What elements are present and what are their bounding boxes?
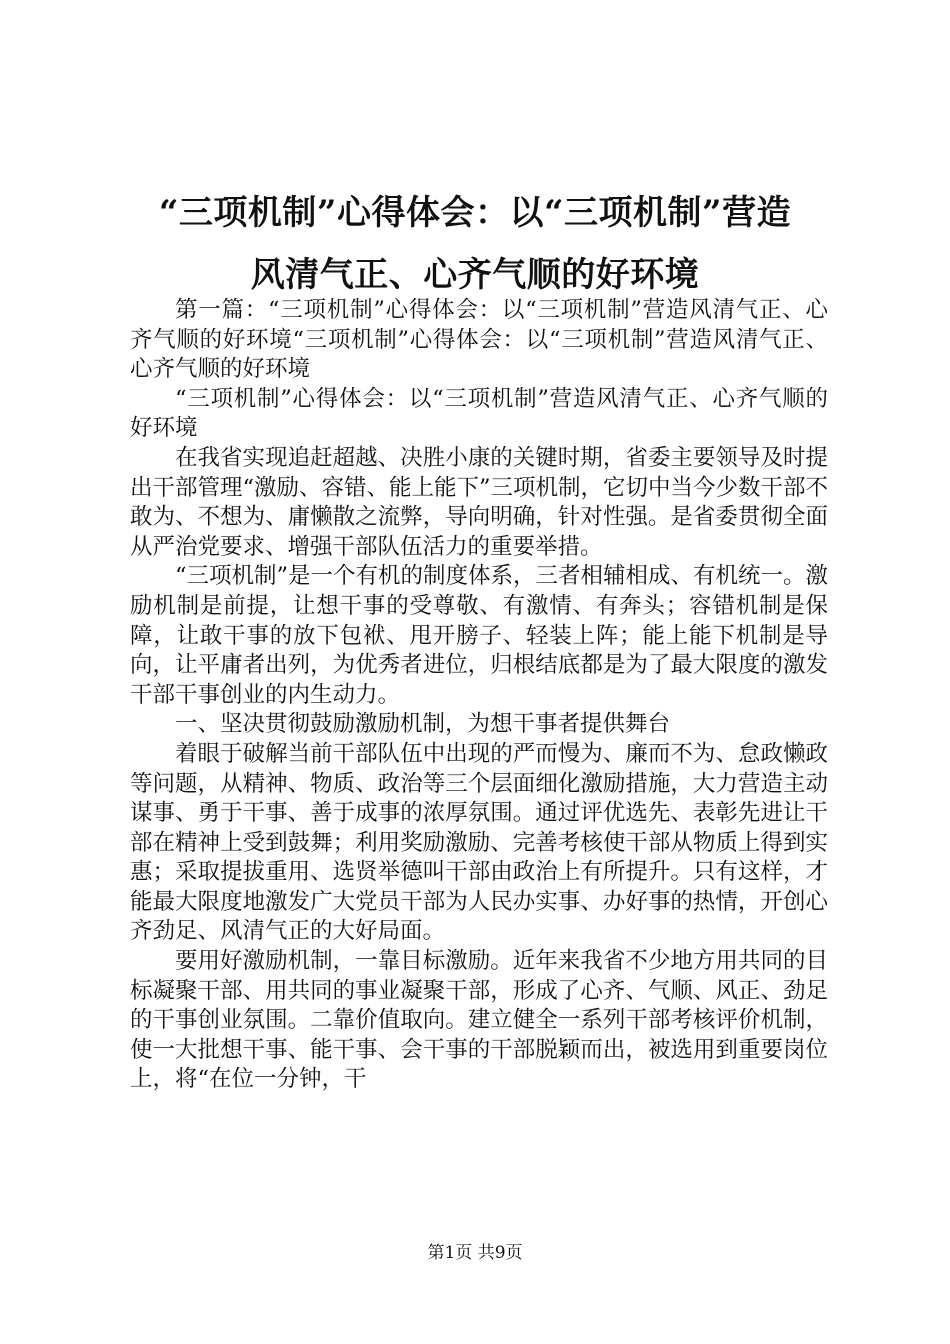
title-line-2: 风清气正、心齐气顺的好环境 [250, 255, 700, 295]
paragraph: 第一篇：“三项机制”心得体会：以“三项机制”营造风清气正、心齐气顺的好环境“三项机制”心得体会：以“三项机制”营造风清气正、心齐气顺的好环境 [130, 297, 828, 383]
document-body [130, 296, 828, 1095]
document-title [118, 182, 832, 306]
paragraph: “三项机制”心得体会：以“三项机制”营造风清气正、心齐气顺的好环境 [130, 385, 828, 442]
paragraph: 着眼于破解当前干部队伍中出现的严而慢为、廉而不为、怠政懒政等问题，从精神、物质、政治等三个层面细化激励措施，大力营造主动谋事、勇于干事、善于成事的浓厚氛围。通过评优选先、表彰先进让干部在精神上受到鼓舞；利用奖励激励、完善考核使干部从物质上得到实惠；采取提拔重用、选贤举德叫干部由政治上有所提升。只有这样，才能最大限度地激发广大党员干部为人民办实事、办好事的热情，开创心齐劲足、风清气正的大好局面。 [130, 740, 828, 945]
paragraph: 在我省实现追赶超越、决胜小康的关键时期，省委主要领导及时提出干部管理“激励、容错、能上能下”三项机制，它切中当今少数干部不敢为、不想为、庸懒散之流弊，导向明确，针对性强。是省委贯彻全面从严治党要求、增强干部队伍活力的重要举措。 [130, 444, 829, 560]
paragraph: 要用好激励机制，一靠目标激励。近年来我省不少地方用共同的目标凝聚干部、用共同的事业凝聚干部，形成了心齐、气顺、风正、劲足的干事创业氛围。二靠价值取向。建立健全一系列干部考核评价机制，使一大批想干事、能干事、会干事的干部脱颖而出，被选用到重要岗位上，将“在位一分钟，干 [130, 948, 828, 1093]
page-footer: 第1页 共9页 [427, 1243, 523, 1263]
section-heading: 一、坚决贯彻鼓励激励机制，为想干事者提供舞台 [175, 711, 671, 738]
title-line-1: “三项机制”心得体会：以“三项机制”营造 [158, 193, 792, 233]
paragraph: “三项机制”是一个有机的制度体系，三者相辅相成、有机统一。激励机制是前提，让想干事的受尊敬、有激情、有奔头；容错机制是保障，让敢干事的放下包袱、甩开膀子、轻装上阵；能上能下机制是导向，让平庸者出列，为优秀者进位，归根结底都是为了最大限度的激发干部干事创业的内生动力。 [130, 563, 829, 708]
